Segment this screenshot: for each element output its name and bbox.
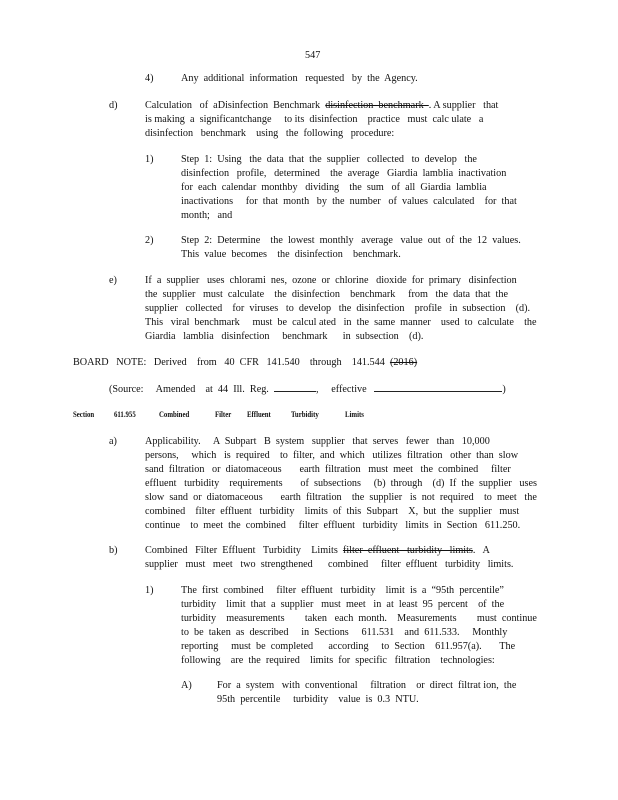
paragraph-line: Giardia lamblia disinfection benchmark in subsection (d). bbox=[145, 331, 424, 342]
struck-text: (2016) bbox=[389, 357, 418, 368]
item-number: a) bbox=[109, 436, 117, 447]
item-number: A) bbox=[181, 680, 192, 691]
section-title-word: Combined bbox=[159, 410, 190, 419]
board-note: BOARD NOTE: Derived from 40 CFR 141.540 through 141.544 (2016) bbox=[73, 357, 418, 368]
paragraph-line: for each calendar monthby dividing the sum of all Giardia lamblia bbox=[181, 182, 487, 193]
paragraph-line: inactivations for that month by the number of values calculated for that bbox=[181, 196, 517, 207]
item-number: b) bbox=[109, 545, 118, 556]
section-number: 611.955 bbox=[114, 410, 136, 419]
paragraph-line: disinfection benchmark using the following procedure: bbox=[145, 128, 395, 139]
struck-text: disinfection benchmark bbox=[325, 100, 429, 111]
source-note: (Source: Amended at 44 Ill. Reg. , effective ) bbox=[109, 381, 506, 397]
paragraph-line: is making a significantchange to its disinfection practice must calc ulate a bbox=[145, 114, 484, 125]
item-number: 1) bbox=[145, 154, 154, 165]
paragraph-line: effluent turbidity requirements of subsections (b) through (d) If the supplier uses bbox=[145, 478, 537, 489]
blank-line bbox=[274, 381, 316, 392]
paragraph-line: month; and bbox=[181, 210, 233, 221]
paragraph-line: Step 2: Determine the lowest monthly average value out of the 12 values. bbox=[181, 235, 521, 246]
section-title-word: Effluent bbox=[247, 410, 271, 419]
paragraph-line: supplier collected for viruses to develop the disinfection profile in subsection (d). bbox=[145, 303, 531, 314]
paragraph-line: following are the required limits for specific filtration technologies: bbox=[181, 655, 495, 666]
item-number: 2) bbox=[145, 235, 154, 246]
paragraph-line: Step 1: Using the data that the supplier collected to develop the bbox=[181, 154, 477, 165]
section-label: Section bbox=[73, 410, 95, 419]
paragraph-line: The first combined filter effluent turbidity limit is a “95th percentile” bbox=[181, 585, 504, 596]
item-number: 4) bbox=[145, 73, 154, 84]
paragraph-line: persons, which is required to filter, and which utilizes filtration other than slow bbox=[145, 450, 519, 461]
paragraph-text: Any additional information requested by the Agency. bbox=[181, 73, 418, 84]
paragraph-line: continue to meet the combined filter effluent turbidity limits in Section 611.250. bbox=[145, 520, 521, 531]
paragraph-line: slow sand or diatomaceous earth filtration the supplier is not required to meet the bbox=[145, 492, 537, 503]
item-number: d) bbox=[109, 100, 118, 111]
paragraph-line: disinfection profile, determined the average Giardia lamblia inactivation bbox=[181, 168, 507, 179]
section-title-word: Limits bbox=[345, 410, 364, 419]
paragraph-line: reporting must be completed according to Section 611.957(a). The bbox=[181, 641, 516, 652]
paragraph-line: Applicability. A Subpart B system supplier that serves fewer than 10,000 bbox=[145, 436, 490, 447]
paragraph-line: This value becomes the disinfection benchmark. bbox=[181, 249, 401, 260]
paragraph-line: Calculation of aDisinfection Benchmark disinfection benchmark . A supplier that bbox=[145, 100, 499, 111]
paragraph-line: If a supplier uses chlorami nes, ozone or chlorine dioxide for primary disinfection bbox=[145, 275, 517, 286]
section-title-word: Filter bbox=[215, 410, 232, 419]
paragraph-line: For a system with conventional filtration or direct filtrat ion, the bbox=[217, 680, 517, 691]
paragraph-line: turbidity measurements taken each month. Measurements must continue bbox=[181, 613, 537, 624]
item-number: e) bbox=[109, 275, 117, 286]
blank-line bbox=[374, 381, 502, 392]
paragraph-line: supplier must meet two strengthened combined filter effluent turbidity limits. bbox=[145, 559, 514, 570]
paragraph-line: turbidity limit that a supplier must meet in at least 95 percent of the bbox=[181, 599, 505, 610]
section-title-word: Turbidity bbox=[291, 410, 319, 419]
item-number: 1) bbox=[145, 585, 154, 596]
paragraph-line: the supplier must calculate the disinfection benchmark from the data that the bbox=[145, 289, 508, 300]
struck-text: filter effluent turbidity limits bbox=[342, 545, 473, 556]
paragraph-line: to be taken as described in Sections 611.531 and 611.533. Monthly bbox=[181, 627, 508, 638]
paragraph-line: This viral benchmark must be calcul ated in the same manner used to calculate the bbox=[145, 317, 537, 328]
paragraph-line: 95th percentile turbidity value is 0.3 NTU. bbox=[217, 694, 419, 705]
page-number: 547 bbox=[305, 50, 321, 61]
paragraph-line: sand filtration or diatomaceous earth filtration must meet the combined filter bbox=[145, 464, 511, 475]
paragraph-line: combined filter effluent turbidity limits of this Subpart X, but the supplier must bbox=[145, 506, 520, 517]
paragraph-line: Combined Filter Effluent Turbidity Limits filter effluent turbidity limits. A bbox=[145, 545, 490, 556]
